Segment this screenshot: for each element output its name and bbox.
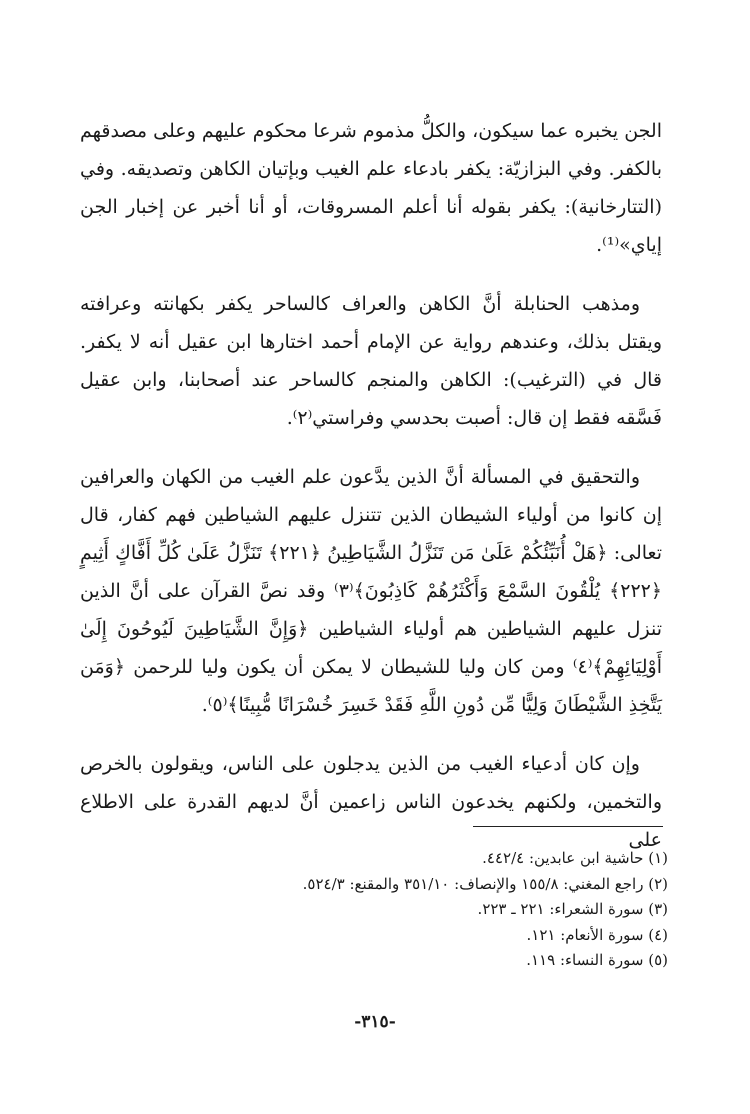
paragraph-1: الجن يخبره عما سيكون، والكلُّ مذموم شرعا محكوم عليهم وعلى مصدقهم بالكفر. وفي البزازيّة: يكفر بادعاء علم الغيب وبإتيان الكاهن وتصديقه. وفي (التتارخانية): يكفر بقوله أنا أعلم المسروقات، أو أنا أخبر عن إخبار الجن إياي»⁽¹⁾. — [80, 120, 662, 256]
paragraph-4: وإن كان أدعياء الغيب من الذين يدجلون على الناس، ويقولون بالخرص والتخمين، ولكنهم يخدعون الناس زاعمين أنَّ لديهم القدرة على الاطلاع على — [80, 753, 662, 851]
page-number: -٣١٥- — [354, 1012, 396, 1032]
footnote-5: (٥) سورة النساء: ١١٩. — [526, 951, 668, 969]
paragraph-2: ومذهب الحنابلة أنَّ الكاهن والعراف كالساحر يكفر بكهانته وعرافته ويقتل بذلك، وعندهم رواية عن الإمام أحمد اختارها ابن عقيل أنه لا يكفر. قال في (الترغيب): الكاهن والمنجم كالساحر عند أصحابنا، وابن عقيل فَسَّقه فقط إن قال: أصبت بحدسي وفراستي⁽٢⁾. — [80, 293, 662, 429]
footnote-3: (٣) سورة الشعراء: ٢٢١ ـ ٢٢٣. — [477, 900, 668, 918]
footnote-separator — [473, 826, 663, 827]
footnote-1: (١) حاشية ابن عابدين: ٤٤٢/٤. — [482, 849, 668, 867]
footnote-4: (٤) سورة الأنعام: ١٢١. — [526, 925, 668, 944]
main-text — [80, 112, 662, 880]
footnote-2: (٢) راجع المغني: ١٥٥/٨ والإنصاف: ٣٥١/١٠ والمقنع: ٥٢٤/٣. — [302, 874, 668, 893]
paragraph-3: والتحقيق في المسألة أنَّ الذين يدَّعون علم الغيب من الكهان والعرافين إن كانوا من أولياء الشيطان الذين تتنزل عليهم الشياطين فهم كفار، قال تعالى: ﴿هَلْ أُنَبِّئُكُمْ عَلَىٰ مَن تَنَزَّلُ الشَّيَاطِينُ ﴿٢٢١﴾ تَنَزَّلُ عَلَىٰ كُلِّ أَفَّاكٍ أَثِيمٍ ﴿٢٢٢﴾ يُلْقُونَ السَّمْعَ وَأَكْثَرُهُمْ كَاذِبُونَ﴾⁽٣⁾ وقد نصَّ القرآن على أنَّ الذين تنزل عليهم الشياطين هم أولياء الشياطين ﴿وَإِنَّ الشَّيَاطِينَ لَيُوحُونَ إِلَىٰ أَوْلِيَائِهِمْ﴾⁽٤⁾ ومن كان وليا للشيطان لا يمكن أن يكون وليا للرحمن ﴿وَمَن يَتَّخِذِ الشَّيْطَانَ وَلِيًّا مِّن دُونِ اللَّهِ فَقَدْ خَسِرَ خُسْرَانًا مُّبِينًا﴾⁽٥⁾. — [80, 466, 662, 716]
footnotes — [80, 846, 668, 974]
